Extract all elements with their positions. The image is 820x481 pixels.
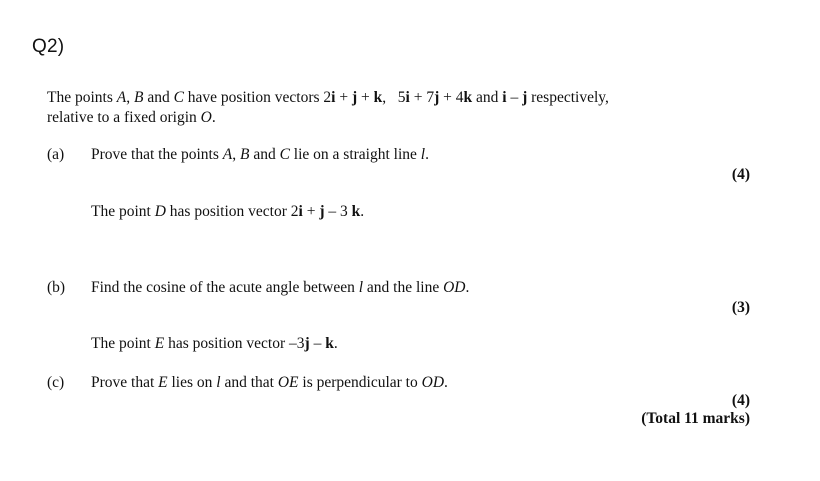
statement-text: – 3 [324, 203, 352, 220]
part-b-label: (b) [47, 279, 66, 296]
intro-text: + [335, 89, 352, 106]
question-number: Q2) [32, 36, 65, 57]
intro-text: + 7 [409, 89, 435, 106]
line-l-symbol: l [358, 279, 364, 296]
point-c-symbol: C [279, 146, 290, 163]
line-l-symbol: l [420, 146, 426, 163]
statement-text: – [309, 335, 326, 352]
unit-vector-k: k [373, 89, 383, 106]
unit-vector-j: j [319, 203, 325, 220]
part-text: . [444, 374, 448, 391]
part-c-marks: (4) [731, 392, 750, 409]
intro-line-2 [47, 108, 609, 128]
intro-text: The points [47, 89, 117, 106]
unit-vector-i: i [502, 89, 507, 106]
unit-vector-j: j [351, 89, 358, 106]
intro-text: – [506, 89, 523, 106]
part-text: and that [220, 374, 278, 391]
unit-vector-k: k [325, 335, 334, 352]
point-d-symbol: D [154, 203, 166, 220]
statement-text: . [333, 335, 338, 352]
total-marks: (Total 11 marks) [641, 410, 750, 427]
statement-text: The point [91, 335, 155, 352]
point-e-symbol: E [154, 335, 165, 352]
statement-text: has position vector 2 [165, 203, 299, 220]
part-text: , [232, 146, 240, 163]
intro-text: relative to a fixed origin [47, 109, 201, 126]
part-a-label: (a) [47, 146, 65, 163]
unit-vector-i: i [298, 203, 303, 220]
part-text: Find the cosine of the acute angle between [91, 279, 359, 296]
part-text: and [249, 146, 280, 163]
unit-vector-j: j [434, 89, 440, 106]
intro-text: and [472, 89, 503, 106]
unit-vector-j: j [304, 335, 310, 352]
unit-vector-k: k [463, 89, 473, 106]
part-text: Prove that the points [91, 146, 223, 163]
intro-text: + [357, 89, 374, 106]
unit-vector-k: k [351, 203, 361, 220]
intro-line-1 [47, 88, 609, 108]
point-e-symbol: E [158, 374, 168, 391]
intro-text: have position vectors 2 [183, 89, 332, 106]
line-l-symbol: l [216, 374, 221, 391]
intro-text: , [126, 89, 134, 106]
part-a-text [91, 145, 429, 165]
point-d-statement [91, 202, 364, 222]
unit-vector-i: i [331, 89, 336, 106]
intro-text: and [143, 89, 174, 106]
line-oe-symbol: OE [277, 374, 299, 391]
point-b-symbol: B [239, 146, 250, 163]
origin-symbol: O [200, 109, 212, 126]
point-e-statement [91, 334, 338, 354]
statement-text: The point [91, 203, 155, 220]
part-c-label: (c) [47, 374, 65, 391]
point-b-symbol: B [133, 89, 144, 106]
part-text: is perpendicular to [298, 374, 422, 391]
intro-text: , 5 [382, 89, 406, 106]
part-text: . [425, 146, 429, 163]
point-c-symbol: C [173, 89, 184, 106]
line-od-symbol: OD [443, 279, 466, 296]
part-text: . [465, 279, 470, 296]
part-b-text [91, 278, 469, 298]
unit-vector-j: j [522, 89, 528, 106]
statement-text: has position vector –3 [164, 335, 305, 352]
intro-text: . [211, 109, 216, 126]
part-a-marks: (4) [731, 166, 750, 183]
part-text: Prove that [91, 374, 159, 391]
part-text: lie on a straight line [289, 146, 421, 163]
intro-text: respectively, [527, 89, 609, 106]
line-od-symbol: OD [421, 374, 445, 391]
point-a-symbol: A [116, 89, 127, 106]
unit-vector-i: i [405, 89, 410, 106]
part-c-text [91, 373, 448, 393]
statement-text: . [360, 203, 365, 220]
question-intro [47, 88, 609, 128]
part-b-marks: (3) [731, 299, 750, 316]
part-text: lies on [167, 374, 217, 391]
part-text: and the line [363, 279, 444, 296]
point-a-symbol: A [222, 146, 233, 163]
statement-text: + [302, 203, 320, 220]
intro-text: + 4 [439, 89, 464, 106]
